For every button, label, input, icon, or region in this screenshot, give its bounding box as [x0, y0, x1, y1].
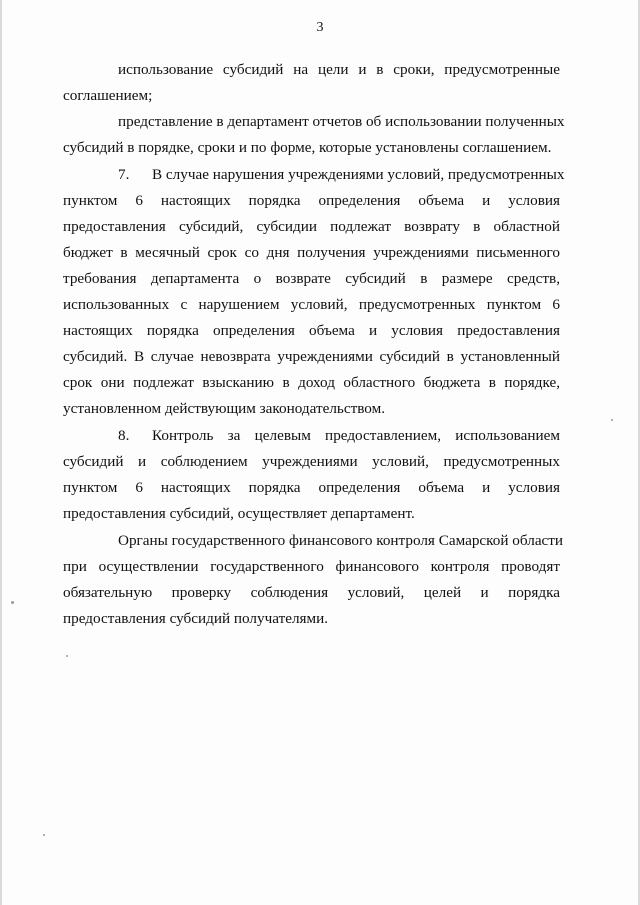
text-line: субсидий и соблюдением учреждениями условий, предусмотренных — [63, 453, 560, 470]
text-line: пунктом 6 настоящих порядка определения объема и условия — [63, 192, 560, 209]
text-line: субсидий в порядке, сроки и по форме, которые установлены соглашением. — [63, 139, 552, 156]
scan-speck — [11, 601, 14, 604]
text-line: представление в департамент отчетов об использовании полученных — [118, 113, 565, 130]
text-line: предоставления субсидий, субсидии подлежат возврату в областной — [63, 218, 560, 235]
text-line: Органы государственного финансового контроля Самарской области — [118, 532, 564, 549]
text-line: установленном действующим законодательством. — [63, 400, 386, 417]
text-line: срок они подлежат взысканию в доход областного бюджета в порядке, — [63, 374, 560, 391]
text-line: требования департамента о возврате субсидий в размере средств, — [63, 270, 560, 287]
text-line: пунктом 6 настоящих порядка определения объема и условия — [63, 479, 560, 496]
text-line: В случае нарушения учреждениями условий, предусмотренных — [152, 166, 565, 183]
scan-speck — [43, 834, 45, 836]
item-number-8: 8. — [118, 427, 130, 444]
scan-speck — [66, 655, 68, 657]
text-line: Контроль за целевым предоставлением, использованием — [152, 427, 560, 444]
item-number-7: 7. — [118, 166, 130, 183]
text-line: обязательную проверку соблюдения условий, целей и порядка — [63, 584, 560, 601]
text-line: настоящих порядка определения объема и условия предоставления — [63, 322, 560, 339]
scan-edge-left — [0, 0, 2, 905]
scan-speck — [611, 419, 613, 421]
text-line: использование субсидий на цели и в сроки, предусмотренные — [118, 61, 560, 78]
text-line: при осуществлении государственного финансового контроля проводят — [63, 558, 560, 575]
page-number: 3 — [316, 20, 324, 35]
text-line: соглашением; — [63, 87, 153, 104]
text-line: предоставления субсидий получателями. — [63, 610, 329, 627]
text-line: использованных с нарушением условий, предусмотренных пунктом 6 — [63, 296, 560, 313]
text-line: субсидий. В случае невозврата учреждениями субсидий в установленный — [63, 348, 560, 365]
text-line: предоставления субсидий, осуществляет департамент. — [63, 505, 415, 522]
text-line: бюджет в месячный срок со дня получения учреждениями письменного — [63, 244, 560, 261]
